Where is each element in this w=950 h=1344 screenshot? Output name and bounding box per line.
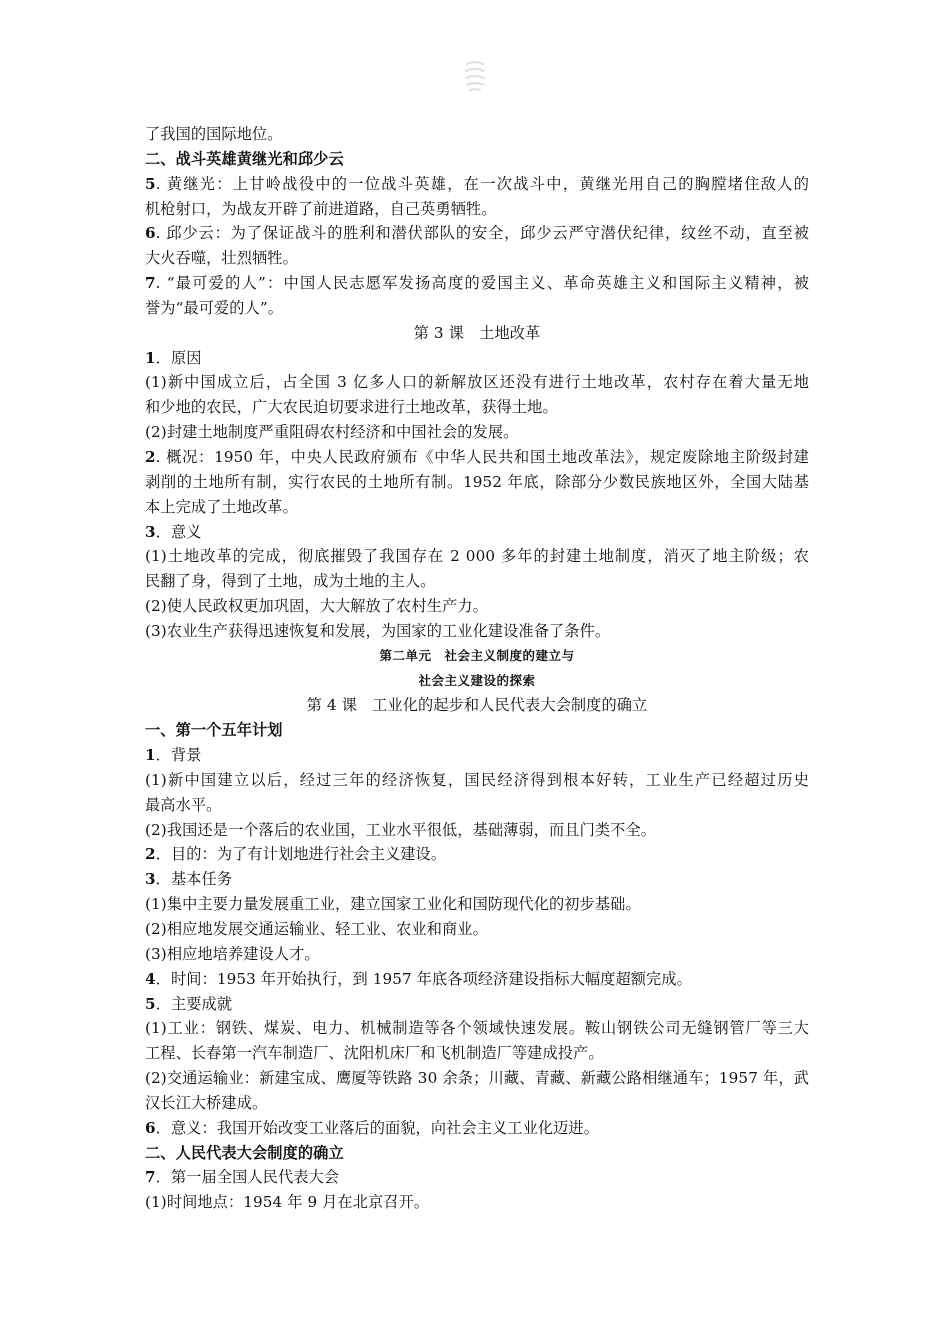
section-heading: 二、人民代表大会制度的确立 [145, 1143, 344, 1162]
text-line: 誉为“最可爱的人”。 [145, 298, 284, 317]
text-line: 6. 邱少云：为了保证战斗的胜利和潜伏部队的安全，邱少云严守潜伏纪律，纹丝不动，直至被 [145, 224, 809, 243]
text-line: 5．主要成就 [145, 994, 233, 1013]
document-body [145, 122, 809, 1215]
text-line: 2．目的：为了有计划地进行社会主义建设。 [145, 845, 447, 864]
text-line: (3)相应地培养建设人才。 [145, 944, 320, 963]
text-line: (1)新中国成立后，占全国 3 亿多人口的新解放区还没有进行土地改革，农村存在着大量无地 [145, 373, 809, 392]
lesson-title: 第 3 课 土地改革 [413, 323, 541, 342]
text-line: 3．意义 [145, 522, 202, 541]
unit-subtitle: 社会主义建设的探索 [418, 672, 536, 688]
text-line: 3．基本任务 [145, 870, 233, 889]
item-number: 1 [145, 348, 156, 367]
item-number: 3 [145, 522, 156, 541]
item-number: 1 [145, 746, 156, 765]
text-line: (2)相应地发展交通运输业、轻工业、农业和商业。 [145, 920, 488, 938]
item-number: 7 [145, 1168, 156, 1187]
item-number: 6 [145, 224, 156, 243]
watermark-glyph-icon [462, 56, 488, 94]
text-line: 最高水平。 [145, 795, 222, 814]
text-line: (2)交通运输业：新建宝成、鹰厦等铁路 30 余条；川藏、青藏、新藏公路相继通车；1957 年，武 [145, 1069, 809, 1088]
text-line: 1．背景 [145, 746, 202, 765]
lesson-title: 第 4 课 工业化的起步和人民代表大会制度的确立 [306, 696, 648, 715]
text-line: 大火吞噬，壮烈牺牲。 [145, 249, 298, 268]
text-line: (1)新中国建立以后，经过三年的经济恢复，国民经济得到根本好转，工业生产已经超过历史 [145, 770, 809, 789]
section-heading: 二、战斗英雄黄继光和邱少云 [145, 149, 344, 168]
item-number: 5 [145, 994, 156, 1013]
item-number: 7 [145, 274, 156, 293]
text-line: 5. 黄继光：上甘岭战役中的一位战斗英雄，在一次战斗中，黄继光用自己的胸膛堵住敌人的 [145, 174, 809, 193]
item-number: 2 [145, 845, 156, 864]
text-line: 2. 概况：1950 年，中央人民政府颁布《中华人民共和国土地改革法》，规定废除地主阶级封建 [145, 447, 809, 466]
text-line: (2)我国还是一个落后的农业国，工业水平很低，基础薄弱，而且门类不全。 [145, 820, 657, 839]
item-number: 4 [145, 969, 156, 988]
item-number: 3 [145, 870, 156, 889]
text-line: 本上完成了土地改革。 [145, 497, 298, 516]
text-line: (3)农业生产获得迅速恢复和发展，为国家的工业化建设准备了条件。 [145, 621, 611, 640]
text-line: (1)集中主要力量发展重工业，建立国家工业化和国防现代化的初步基础。 [145, 895, 641, 914]
text-line: (1)时间地点：1954 年 9 月在北京召开。 [145, 1193, 430, 1212]
item-number: 5 [145, 174, 156, 193]
text-line: 了我国的国际地位。 [145, 125, 283, 143]
item-number: 2 [145, 447, 156, 466]
text-line: (2)使人民政权更加巩固，大大解放了农村生产力。 [145, 597, 488, 616]
text-line: 7. “最可爱的人”：中国人民志愿军发扬高度的爱国主义、革命英雄主义和国际主义精神，被 [145, 274, 809, 293]
text-line: 民翻了身，得到了土地，成为土地的主人。 [145, 572, 436, 591]
text-line: 4．时间：1953 年开始执行，到 1957 年底各项经济建设指标大幅度超额完成。 [145, 969, 692, 988]
item-number: 6 [145, 1118, 156, 1137]
text-line: 工程、长春第一汽车制造厂、沈阳机床厂和飞机制造厂等建成投产。 [145, 1044, 604, 1063]
text-line: (2)封建土地制度严重阻碍农村经济和中国社会的发展。 [145, 423, 519, 442]
text-line: 1．原因 [145, 348, 202, 367]
text-line: (1)土地改革的完成，彻底摧毁了我国存在 2 000 多年的封建土地制度，消灭了地主阶级；农 [145, 547, 809, 566]
unit-title: 第二单元 社会主义制度的建立与 [379, 647, 575, 663]
text-line: (1)工业：钢铁、煤炭、电力、机械制造等各个领域快速发展。鞍山钢铁公司无缝钢管厂等三大 [145, 1019, 809, 1038]
text-line: 6．意义：我国开始改变工业落后的面貌，向社会主义工业化迈进。 [145, 1118, 600, 1137]
text-line: 机枪射口，为战友开辟了前进道路，自己英勇牺牲。 [145, 199, 497, 218]
text-line: 汉长江大桥建成。 [145, 1093, 268, 1112]
section-heading: 一、第一个五年计划 [145, 721, 283, 740]
text-line: 剥削的土地所有制，实行农民的土地所有制。1952 年底，除部分少数民族地区外，全国大陆基 [145, 472, 809, 491]
text-line: 7．第一届全国人民代表大会 [145, 1168, 340, 1187]
text-line: 和少地的农民，广大农民迫切要求进行土地改革，获得土地。 [145, 398, 558, 417]
